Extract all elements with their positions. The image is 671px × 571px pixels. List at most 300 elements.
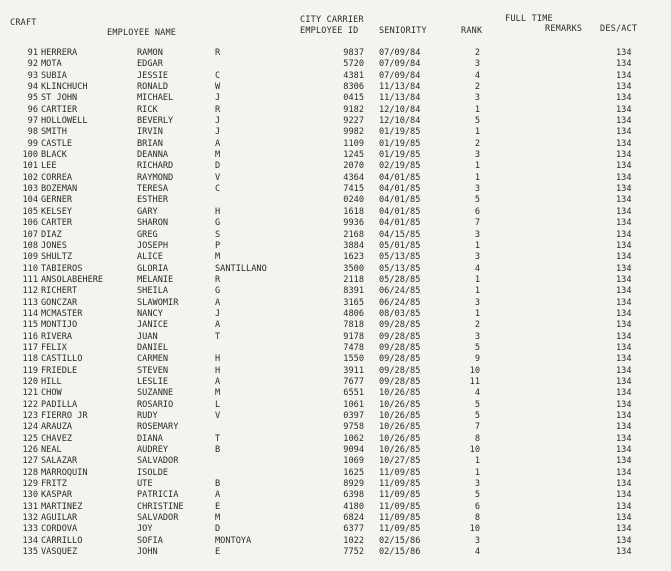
first-name: JOY [137, 524, 153, 535]
craft-number: 123 [22, 411, 38, 421]
employee-id: 8929 [343, 479, 364, 490]
first-name: ESTHER [137, 195, 169, 206]
rank: 11 [469, 376, 480, 387]
craft-number: 128 [22, 467, 38, 478]
rank: 3 [474, 252, 480, 263]
des-act-code: 134 [616, 116, 632, 127]
craft-number: 97 [27, 116, 38, 127]
table-row [0, 82, 671, 93]
table-row [0, 218, 671, 229]
seniority-date: 11/13/84 [379, 93, 421, 104]
employee-id: 3884 [343, 240, 364, 251]
header-des-act: DES/ACT [600, 24, 638, 34]
des-act-code: 134 [616, 172, 632, 183]
rank: 4 [474, 388, 480, 399]
first-name: RAYMOND [137, 172, 174, 183]
middle-name: T [215, 331, 221, 342]
craft-number: 116 [22, 331, 38, 342]
middle-name: E [215, 501, 221, 512]
last-name: MONTIJO [41, 320, 78, 331]
middle-name: H [215, 354, 221, 365]
middle-name: T [215, 433, 221, 444]
seniority-date: 07/09/84 [379, 59, 421, 70]
middle-name: G [215, 218, 221, 229]
employee-id: 3911 [343, 365, 364, 376]
des-act-code: 134 [616, 70, 632, 81]
craft-number: 107 [22, 229, 38, 240]
seniority-date: 09/28/85 [379, 354, 421, 365]
seniority-date: 10/26/85 [379, 411, 421, 421]
rank: 7 [474, 218, 480, 229]
seniority-date: 11/09/85 [379, 513, 421, 524]
table-row [0, 116, 671, 127]
header-seniority: SENIORITY [379, 26, 427, 36]
first-name: RAMON [137, 48, 163, 58]
first-name: SHEILA [137, 286, 169, 297]
seniority-date: 10/26/85 [379, 445, 421, 456]
craft-number: 134 [22, 535, 38, 546]
employee-id: 8391 [343, 286, 364, 297]
employee-id: 8306 [343, 82, 364, 93]
middle-name: L [215, 399, 221, 410]
first-name: BRIAN [137, 138, 163, 149]
last-name: MOTA [41, 59, 62, 70]
last-name: GONCZAR [41, 297, 78, 308]
des-act-code: 134 [616, 411, 632, 421]
des-act-code: 134 [616, 104, 632, 115]
first-name: ALICE [137, 252, 163, 263]
employee-id: 1062 [343, 433, 364, 444]
des-act-code: 134 [616, 456, 632, 467]
employee-id: 3165 [343, 297, 364, 308]
rank: 1 [474, 161, 480, 172]
des-act-code: 134 [616, 433, 632, 444]
employee-id: 3500 [343, 263, 364, 274]
rank: 1 [474, 172, 480, 183]
table-row [0, 547, 671, 558]
first-name: GARY [137, 206, 158, 217]
last-name: ARAUZA [41, 422, 73, 433]
craft-number: 113 [22, 297, 38, 308]
last-name: KASPAR [41, 490, 73, 501]
seniority-date: 06/24/85 [379, 297, 421, 308]
des-act-code: 134 [616, 422, 632, 433]
employee-id: 7752 [343, 547, 364, 558]
des-act-code: 134 [616, 342, 632, 353]
rank: 2 [474, 82, 480, 93]
seniority-date: 06/24/85 [379, 286, 421, 297]
last-name: ST JOHN [41, 93, 78, 104]
last-name: MCMASTER [41, 308, 83, 319]
des-act-code: 134 [616, 399, 632, 410]
rank: 10 [469, 524, 480, 535]
des-act-code: 134 [616, 547, 632, 558]
seniority-date: 07/09/84 [379, 70, 421, 81]
des-act-code: 134 [616, 48, 632, 58]
seniority-date: 01/19/85 [379, 127, 421, 138]
middle-name: M [215, 252, 221, 263]
first-name: CARMEN [137, 354, 169, 365]
first-name: JUAN [137, 331, 158, 342]
middle-name: M [215, 513, 221, 524]
employee-id: 0415 [343, 93, 364, 104]
table-row [0, 252, 671, 263]
rank: 4 [474, 547, 480, 558]
header-craft: CRAFT [10, 18, 37, 28]
first-name: SOFIA [137, 535, 163, 546]
last-name: CARTER [41, 218, 73, 229]
first-name: UTE [137, 479, 153, 490]
first-name: RONALD [137, 82, 169, 93]
craft-number: 103 [22, 184, 38, 195]
last-name: CARRILLO [41, 535, 83, 546]
last-name: DIAZ [41, 229, 62, 240]
middle-name: J [215, 93, 221, 104]
rank: 6 [474, 206, 480, 217]
rank: 1 [474, 456, 480, 467]
middle-name: P [215, 240, 221, 251]
des-act-code: 134 [616, 218, 632, 229]
first-name: SHARON [137, 218, 169, 229]
table-row [0, 456, 671, 467]
last-name: CARTIER [41, 104, 78, 115]
des-act-code: 134 [616, 297, 632, 308]
middle-name: G [215, 286, 221, 297]
table-row [0, 434, 671, 445]
first-name: JANICE [137, 320, 169, 331]
craft-number: 100 [22, 150, 38, 161]
craft-number: 120 [22, 376, 38, 387]
employee-id: 1618 [343, 206, 364, 217]
employee-id: 2118 [343, 274, 364, 285]
first-name: JOSEPH [137, 240, 169, 251]
rank: 10 [469, 365, 480, 376]
des-act-code: 134 [616, 59, 632, 70]
first-name: ROSARIO [137, 399, 174, 410]
middle-name: C [215, 70, 221, 81]
seniority-date: 05/01/85 [379, 240, 421, 251]
middle-name: R [215, 274, 221, 285]
table-row [0, 161, 671, 172]
employee-id: 1022 [343, 535, 364, 546]
des-act-code: 134 [616, 320, 632, 331]
middle-name: A [215, 320, 221, 331]
craft-number: 127 [22, 456, 38, 467]
rank: 2 [474, 48, 480, 58]
seniority-date: 11/09/85 [379, 479, 421, 490]
table-row [0, 445, 671, 456]
craft-number: 117 [22, 342, 38, 353]
middle-name: M [215, 150, 221, 161]
seniority-date: 04/01/85 [379, 172, 421, 183]
rank: 1 [474, 104, 480, 115]
table-row [0, 264, 671, 275]
table-row [0, 173, 671, 184]
rank: 1 [474, 127, 480, 138]
employee-id: 9936 [343, 218, 364, 229]
des-act-code: 134 [616, 501, 632, 512]
employee-id: 6551 [343, 388, 364, 399]
middle-name: D [215, 524, 221, 535]
rank: 3 [474, 479, 480, 490]
rank: 3 [474, 229, 480, 240]
des-act-code: 134 [616, 138, 632, 149]
des-act-code: 134 [616, 161, 632, 172]
rank: 9 [474, 354, 480, 365]
des-act-code: 134 [616, 308, 632, 319]
table-row [0, 354, 671, 365]
rank: 5 [474, 490, 480, 501]
seniority-date: 09/28/85 [379, 320, 421, 331]
last-name: RIVERA [41, 331, 73, 342]
table-row [0, 332, 671, 343]
last-name: MARTINEZ [41, 501, 83, 512]
first-name: EDGAR [137, 59, 163, 70]
first-name: STEVEN [137, 365, 169, 376]
middle-name: C [215, 184, 221, 195]
craft-number: 130 [22, 490, 38, 501]
seniority-date: 11/09/85 [379, 501, 421, 512]
seniority-date: 02/15/86 [379, 535, 421, 546]
table-row [0, 207, 671, 218]
employee-id: 4364 [343, 172, 364, 183]
seniority-date: 04/01/85 [379, 206, 421, 217]
table-row [0, 400, 671, 411]
table-row [0, 536, 671, 547]
craft-number: 132 [22, 513, 38, 524]
craft-number: 104 [22, 195, 38, 206]
des-act-code: 134 [616, 150, 632, 161]
seniority-date: 10/26/85 [379, 433, 421, 444]
middle-name: J [215, 127, 221, 138]
employee-id: 4381 [343, 70, 364, 81]
last-name: NEAL [41, 445, 62, 456]
seniority-date: 04/01/85 [379, 184, 421, 195]
first-name: SALVADOR [137, 513, 179, 524]
rank: 3 [474, 59, 480, 70]
rank: 3 [474, 331, 480, 342]
employee-id: 9227 [343, 116, 364, 127]
des-act-code: 134 [616, 490, 632, 501]
des-act-code: 134 [616, 331, 632, 342]
rank: 8 [474, 513, 480, 524]
first-name: RUDY [137, 411, 158, 421]
middle-name: J [215, 116, 221, 127]
des-act-code: 134 [616, 376, 632, 387]
rank: 1 [474, 240, 480, 251]
craft-number: 125 [22, 433, 38, 444]
table-row [0, 411, 671, 422]
employee-id: 9094 [343, 445, 364, 456]
seniority-date: 01/19/85 [379, 150, 421, 161]
rank: 10 [469, 445, 480, 456]
seniority-date: 05/13/85 [379, 252, 421, 263]
table-row [0, 490, 671, 501]
employee-id: 6398 [343, 490, 364, 501]
first-name: AUDREY [137, 445, 169, 456]
craft-number: 96 [27, 104, 38, 115]
last-name: JONES [41, 240, 67, 251]
des-act-code: 134 [616, 274, 632, 285]
des-act-code: 134 [616, 479, 632, 490]
last-name: SMITH [41, 127, 67, 138]
first-name: LESLIE [137, 376, 169, 387]
first-name: DIANA [137, 433, 163, 444]
rank: 6 [474, 501, 480, 512]
seniority-date: 09/28/85 [379, 331, 421, 342]
seniority-date: 04/15/85 [379, 229, 421, 240]
last-name: HILL [41, 376, 62, 387]
last-name: VASQUEZ [41, 547, 78, 558]
last-name: SALAZAR [41, 456, 78, 467]
employee-id: 1550 [343, 354, 364, 365]
des-act-code: 134 [616, 127, 632, 138]
last-name: ANSOLABEHERE [41, 274, 104, 285]
employee-id: 9178 [343, 331, 364, 342]
last-name: KLINCHUCH [41, 82, 88, 93]
rank: 4 [474, 70, 480, 81]
craft-number: 124 [22, 422, 38, 433]
last-name: BOZEMAN [41, 184, 78, 195]
des-act-code: 134 [616, 229, 632, 240]
header-rank: RANK [461, 26, 483, 36]
employee-id: 9758 [343, 422, 364, 433]
seniority-date: 02/15/86 [379, 547, 421, 558]
middle-name: A [215, 138, 221, 149]
header-city-carrier: CITY CARRIER [300, 15, 364, 25]
seniority-date: 12/10/84 [379, 104, 421, 115]
craft-number: 122 [22, 399, 38, 410]
craft-number: 109 [22, 252, 38, 263]
employee-id: 4806 [343, 308, 364, 319]
employee-id: 7818 [343, 320, 364, 331]
des-act-code: 134 [616, 82, 632, 93]
employee-id: 4180 [343, 501, 364, 512]
table-row [0, 71, 671, 82]
seniority-date: 11/13/84 [379, 82, 421, 93]
last-name: KELSEY [41, 206, 73, 217]
middle-name: V [215, 172, 221, 183]
craft-number: 93 [27, 70, 38, 81]
craft-number: 91 [27, 48, 38, 58]
employee-id: 1109 [343, 138, 364, 149]
table-row [0, 93, 671, 104]
seniority-date: 11/09/85 [379, 490, 421, 501]
rank: 5 [474, 116, 480, 127]
first-name: RICHARD [137, 161, 174, 172]
craft-number: 126 [22, 445, 38, 456]
table-row [0, 127, 671, 138]
first-name: MELANIE [137, 274, 174, 285]
des-act-code: 134 [616, 354, 632, 365]
rank: 1 [474, 274, 480, 285]
first-name: RICK [137, 104, 158, 115]
table-row [0, 479, 671, 490]
seniority-date: 08/03/85 [379, 308, 421, 319]
table-row [0, 422, 671, 433]
middle-name: M [215, 388, 221, 399]
seniority-date: 10/26/85 [379, 399, 421, 410]
des-act-code: 134 [616, 524, 632, 535]
table-row [0, 230, 671, 241]
first-name: SUZANNE [137, 388, 174, 399]
des-act-code: 134 [616, 388, 632, 399]
seniority-date: 11/09/85 [379, 467, 421, 478]
table-row [0, 286, 671, 297]
employee-id: 9182 [343, 104, 364, 115]
employee-id: 5720 [343, 59, 364, 70]
employee-id: 7677 [343, 376, 364, 387]
last-name: CORREA [41, 172, 73, 183]
employee-id: 1625 [343, 467, 364, 478]
middle-name: D [215, 161, 221, 172]
craft-number: 95 [27, 93, 38, 104]
table-row [0, 502, 671, 513]
employee-id: 2168 [343, 229, 364, 240]
table-row [0, 298, 671, 309]
rank: 3 [474, 297, 480, 308]
des-act-code: 134 [616, 93, 632, 104]
first-name: GLORIA [137, 263, 169, 274]
seniority-date: 12/10/84 [379, 116, 421, 127]
first-name: DANIEL [137, 342, 169, 353]
craft-number: 114 [22, 308, 38, 319]
middle-name: S [215, 229, 221, 240]
last-name: FELIX [41, 342, 67, 353]
middle-name: W [215, 82, 221, 93]
seniority-date: 01/19/85 [379, 138, 421, 149]
last-name: MARROQUIN [41, 467, 88, 478]
craft-number: 98 [27, 127, 38, 138]
table-row [0, 275, 671, 286]
first-name: PATRICIA [137, 490, 179, 501]
middle-name: A [215, 490, 221, 501]
craft-number: 105 [22, 206, 38, 217]
table-row [0, 468, 671, 479]
des-act-code: 134 [616, 184, 632, 195]
rank: 5 [474, 195, 480, 206]
header-remarks: REMARKS [545, 24, 583, 34]
employee-id: 1069 [343, 456, 364, 467]
rank: 7 [474, 422, 480, 433]
table-row [0, 139, 671, 150]
table-row [0, 320, 671, 331]
employee-id: 1061 [343, 399, 364, 410]
table-row [0, 59, 671, 70]
rank: 3 [474, 184, 480, 195]
rank: 3 [474, 535, 480, 546]
craft-number: 129 [22, 479, 38, 490]
des-act-code: 134 [616, 263, 632, 274]
first-name: ISOLDE [137, 467, 169, 478]
first-name: JESSIE [137, 70, 169, 81]
employee-id: 2070 [343, 161, 364, 172]
seniority-date: 04/01/85 [379, 218, 421, 229]
employee-id: 7478 [343, 342, 364, 353]
rank: 1 [474, 467, 480, 478]
rank: 3 [474, 150, 480, 161]
employee-id: 0397 [343, 411, 364, 421]
table-row [0, 524, 671, 535]
craft-number: 102 [22, 172, 38, 183]
des-act-code: 134 [616, 467, 632, 478]
employee-id: 6377 [343, 524, 364, 535]
middle-name: H [215, 206, 221, 217]
table-row [0, 513, 671, 524]
rank: 8 [474, 433, 480, 444]
last-name: FRIEDLE [41, 365, 78, 376]
craft-number: 135 [22, 547, 38, 558]
